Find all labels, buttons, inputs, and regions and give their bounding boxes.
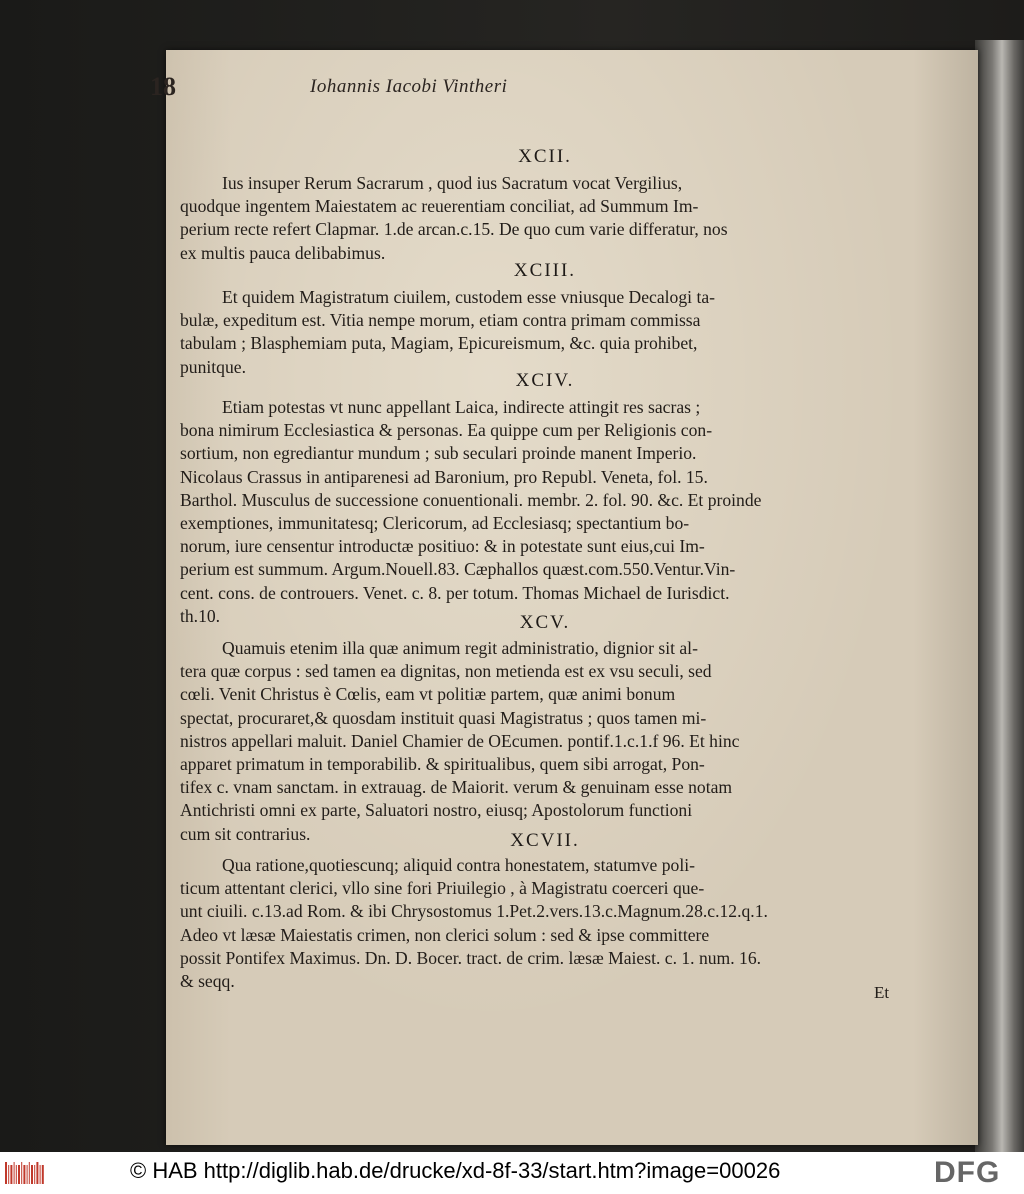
hab-logo-bar — [5, 1162, 7, 1184]
section-heading: XCIV. — [515, 370, 575, 391]
page-number: 18 — [150, 72, 176, 101]
text-line: sortium, non egrediantur mundum ; sub seculari proinde manent Imperio. — [180, 443, 697, 464]
hab-logo-bar — [10, 1165, 12, 1184]
hab-logo-bar — [23, 1165, 25, 1184]
hab-logo-bar — [31, 1165, 33, 1184]
hab-logo-bar — [18, 1165, 20, 1184]
text-line: exemptiones, immunitatesq; Clericorum, ad Ecclesiasq; spectantium bo- — [180, 513, 690, 534]
section-heading: XCV. — [519, 612, 571, 633]
hab-logo-bar — [40, 1165, 41, 1184]
text-line: Adeo vt læsæ Maiestatis crimen, non clerici solum : sed & ipse committere — [180, 924, 710, 945]
text-line: cœli. Venit Christus è Cœlis, eam vt politiæ partem, quæ animi bonum — [180, 684, 676, 705]
text-line: apparet primatum in temporabilib. & spiritualibus, quem sibi arrogat, Pon- — [180, 754, 705, 775]
hab-barcode-logo-icon — [4, 1160, 48, 1186]
hab-logo-bar — [21, 1162, 22, 1184]
hab-logo-bar — [42, 1165, 44, 1184]
text-line: Et quidem Magistratum ciuilem, custodem esse vniusque Decalogi ta- — [222, 287, 715, 307]
text-line: quodque ingentem Maiestatem ac reuerentiam conciliat, ad Summum Im- — [180, 196, 699, 217]
text-line: tabulam ; Blasphemiam puta, Magiam, Epicureismum, &c. quia prohibet, — [180, 333, 698, 354]
section-paragraph — [180, 286, 900, 379]
dfg-logo: DFG — [934, 1156, 1001, 1189]
hab-logo-bar — [36, 1162, 38, 1184]
hab-logo-bar — [16, 1165, 17, 1184]
section-paragraph — [180, 637, 900, 846]
section-paragraph — [180, 396, 900, 628]
hab-logo-bar — [29, 1162, 30, 1184]
text-line: & seqq. — [180, 971, 235, 992]
text-line: tera quæ corpus : sed tamen ea dignitas, non metienda est ex vsu seculi, sed — [180, 661, 712, 682]
text-line: ticum attentant clerici, vllo sine fori Priuilegio , à Magistratu coerceri que- — [180, 878, 705, 899]
section-paragraph — [180, 172, 900, 265]
section-paragraph — [180, 854, 900, 993]
text-line: nistros appellari maluit. Daniel Chamier de OEcumen. pontif.1.c.1.f 96. Et hinc — [180, 730, 740, 751]
text-line: norum, iure censentur introductæ positiuo: & in potestate sunt eius,cui Im- — [180, 536, 705, 557]
text-line: Barthol. Musculus de successione conuentionali. membr. 2. fol. 90. &c. Et proinde — [180, 489, 762, 510]
text-line: ex multis pauca delibabimus. — [180, 242, 386, 263]
text-line: bulæ, expeditum est. Vitia nempe morum, etiam contra primam commissa — [180, 310, 701, 331]
text-line: perium recte refert Clapmar. 1.de arcan.c.15. De quo cum varie differatur, nos — [180, 219, 728, 240]
text-line: bona nimirum Ecclesiastica & personas. Ea quippe cum per Religionis con- — [180, 420, 713, 441]
copyright-url-text[interactable]: © HAB http://diglib.hab.de/drucke/xd-8f-33/start.htm?image=00026 — [130, 1158, 781, 1183]
text-line: tifex c. vnam sanctam. in extrauag. de Maiorit. verum & genuinam esse notam — [180, 777, 733, 798]
running-head: Iohannis Iacobi Vintheri — [310, 76, 508, 97]
text-line: Quamuis etenim illa quæ animum regit administratio, dignior sit al- — [222, 638, 698, 658]
text-line: Antichristi omni ex parte, Saluatori nostro, eiusq; Apostolorum functioni — [180, 800, 693, 821]
text-line: Qua ratione,quotiescunq; aliquid contra honestatem, statumve poli- — [222, 855, 695, 875]
text-line: spectat, procuraret,& quosdam instituit quasi Magistratus ; quos tamen mi- — [180, 707, 707, 728]
text-line: th.10. — [180, 605, 221, 626]
text-line: punitque. — [180, 356, 246, 377]
text-line: Etiam potestas vt nunc appellant Laica, indirecte attingit res sacras ; — [222, 397, 701, 417]
section-heading: XCII. — [518, 146, 572, 167]
hab-logo-bar — [8, 1165, 9, 1184]
text-line: cum sit contrarius. — [180, 823, 311, 844]
catchword: Et — [874, 983, 890, 1002]
hab-logo-bar — [14, 1162, 15, 1184]
text-line: cent. cons. de controuers. Venet. c. 8. per totum. Thomas Michael de Iurisdict. — [180, 582, 730, 603]
book-edge — [975, 40, 1024, 1152]
section-heading: XCVII. — [510, 830, 580, 851]
text-line: unt ciuili. c.13.ad Rom. & ibi Chrysostomus 1.Pet.2.vers.13.c.Magnum.28.c.12.q.1. — [180, 901, 768, 922]
hab-logo-bar — [27, 1165, 28, 1184]
hab-logo-bar — [34, 1165, 35, 1184]
text-line: Nicolaus Crassus in antiparenesi ad Baronium, pro Republ. Veneta, fol. 15. — [180, 466, 708, 487]
text-line: possit Pontifex Maximus. Dn. D. Bocer. tract. de crim. læsæ Maiest. c. 1. num. 16. — [180, 947, 762, 968]
footer-bar — [0, 1152, 1024, 1194]
section-heading: XCIII. — [513, 260, 577, 281]
text-line: perium est summum. Argum.Nouell.83. Cæphallos quæst.com.550.Ventur.Vin- — [180, 559, 736, 580]
text-line: Ius insuper Rerum Sacrarum , quod ius Sacratum vocat Vergilius, — [222, 173, 683, 193]
